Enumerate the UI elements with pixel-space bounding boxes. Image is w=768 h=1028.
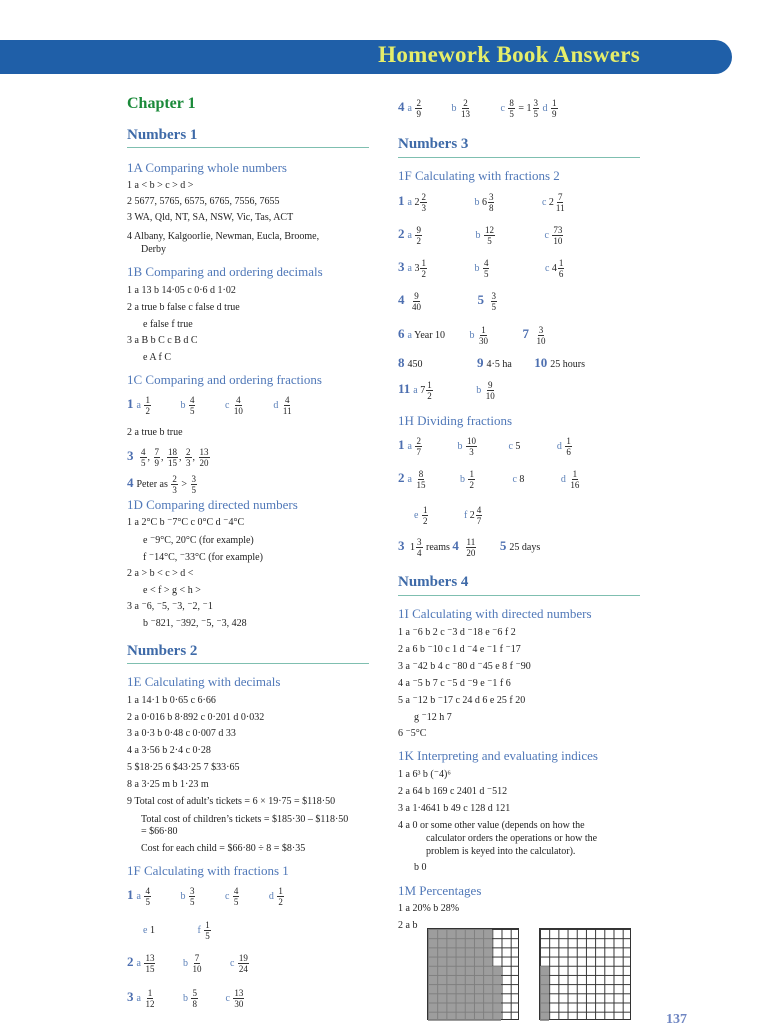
answer-line: e false f true: [143, 319, 193, 330]
answer-line: 2 a b: [398, 920, 418, 931]
answer-line-fractions: 2 a $\frac{9}{2}$ b $\frac{12}{5}$ c $\frac{73}{10}$: [398, 225, 563, 246]
answer-line: 2 a true b false c false d true: [127, 302, 240, 313]
answer-line: 3 a ⁻42 b 4 c ⁻80 d ⁻45 e 8 f ⁻90: [398, 661, 531, 672]
subsection-1a: 1A Comparing whole numbers: [127, 160, 287, 175]
answer-line: b ⁻821, ⁻392, ⁻5, ⁻3, 428: [143, 618, 247, 629]
section-numbers-3: Numbers 3: [398, 136, 469, 152]
answer-line: 2 a > b < c > d <: [127, 568, 194, 579]
subsection-1e: 1E Calculating with decimals: [127, 674, 281, 689]
answer-line-fractions: 1 a 2 $\frac{2}{3}$ b 6 $\frac{3}{8}$ c 2 $\frac{7}{11}$: [398, 192, 565, 213]
section-numbers-2: Numbers 2: [127, 643, 198, 659]
answer-line: 4 Albany, Kalgoorlie, Newman, Eucla, Broome,: [127, 231, 320, 242]
section-rule: [127, 663, 369, 664]
section-numbers-1: Numbers 1: [127, 127, 198, 143]
subsection-1h: 1H Dividing fractions: [398, 413, 513, 428]
answer-line-fractions: 1 a $\frac{2}{7}$ b $\frac{10}{3}$ c 5 d $\frac{1}{6}$: [398, 436, 571, 457]
section-rule: [398, 157, 640, 158]
answer-line: problem is keyed into the calculator).: [426, 846, 576, 857]
answer-line: g ⁻12 h 7: [414, 712, 452, 723]
answer-line: calculator orders the operations or how the: [426, 833, 598, 844]
answer-line: 2 a 0·016 b 8·892 c 0·201 d 0·032: [127, 712, 265, 723]
answer-line: 8 450 9 4·5 ha 10 25 hours: [398, 355, 586, 370]
answer-line: b 0: [414, 862, 427, 873]
section-rule: [398, 595, 640, 596]
subsection-1i: 1I Calculating with directed numbers: [398, 606, 592, 621]
answer-line: 4 a 0 or some other value (depends on how the: [398, 820, 585, 831]
subsection-1m: 1M Percentages: [398, 883, 482, 898]
subsection-1d: 1D Comparing directed numbers: [127, 497, 298, 512]
answer-line: e ⁻9°C, 20°C (for example): [143, 535, 254, 546]
answer-line: 1 a < b > c > d >: [127, 180, 194, 191]
answer-line: Cost for each child = $66·80 ÷ 8 = $8·35: [141, 843, 306, 854]
answer-line-fractions: 1 a $\frac{1}{2}$ b $\frac{4}{5}$ c $\frac{4}{10}$ d $\frac{4}{11}$: [127, 395, 292, 416]
subsection-1b: 1B Comparing and ordering decimals: [127, 264, 323, 279]
answer-line: Derby: [141, 244, 166, 255]
answer-line: 6 ⁻5°C: [398, 728, 427, 739]
answer-line: 1 a 20% b 28%: [398, 903, 460, 914]
answer-line-fractions: 4 a $\frac{2}{9}$ b $\frac{2}{13}$ c $\frac{8}{5}$ = 1 $\frac{3}{5}$ d $\frac{1}{9}$: [398, 98, 557, 119]
answer-line-fractions: e $\frac{1}{2}$ f 2 $\frac{4}{7}$: [414, 505, 482, 526]
percentage-grid-b: [539, 928, 631, 1020]
answer-line: 2 5677, 5765, 6575, 6765, 7556, 7655: [127, 196, 280, 207]
answer-line: 1 a 14·1 b 0·65 c 6·66: [127, 695, 216, 706]
answer-line-fractions: 11 a 7 $\frac{1}{2}$ b $\frac{9}{10}$: [398, 380, 495, 401]
page-number: 137: [666, 1012, 687, 1027]
section-numbers-4: Numbers 4: [398, 574, 469, 590]
answer-line: e < f > g < h >: [143, 585, 201, 596]
answer-line: = $66·80: [141, 826, 178, 837]
answer-line-fractions: 4 $\frac{9}{40}$ 5 $\frac{3}{5}$: [398, 291, 496, 312]
section-rule: [127, 147, 369, 148]
grid-shaded-region: [483, 929, 492, 1021]
answer-line-fractions: 3 a $\frac{1}{12}$ b $\frac{5}{8}$ c $\frac{13}{30}$: [127, 988, 244, 1009]
subsection-1f2: 1F Calculating with fractions 2: [398, 168, 560, 183]
subsection-1c: 1C Comparing and ordering fractions: [127, 372, 322, 387]
answer-line: 1 a 2°C b ⁻7°C c 0°C d ⁻4°C: [127, 517, 245, 528]
answer-line: 3 WA, Qld, NT, SA, NSW, Vic, Tas, ACT: [127, 212, 294, 223]
percentage-grid-a: [427, 928, 519, 1020]
answer-line-fractions: 3 a 3 $\frac{1}{2}$ b $\frac{4}{5}$ c 4 $\frac{1}{6}$: [398, 258, 564, 279]
answer-line: 9 Total cost of adult’s tickets = 6 × 19·75 = $118·50: [127, 796, 336, 807]
answer-line: 3 a 1·4641 b 49 c 128 d 121: [398, 803, 511, 814]
answer-line: e A f C: [143, 352, 172, 363]
answer-line: 4 a ⁻5 b 7 c ⁻5 d ⁻9 e ⁻1 f 6: [398, 678, 511, 689]
answer-line-fractions: 3 $\frac{4}{5}$ , $\frac{7}{9}$ , $\frac{18}{15}$ , $\frac{2}{3}$ , $\frac{13}{20}$: [127, 447, 209, 468]
answer-line: 2 a 6 b ⁻10 c 1 d ⁻4 e ⁻1 f ⁻17: [398, 644, 521, 655]
answer-line: 4 a 3·56 b 2·4 c 0·28: [127, 745, 211, 756]
answer-line: 2 a true b true: [127, 427, 183, 438]
answer-line-fractions: 1 a $\frac{4}{5}$ b $\frac{3}{5}$ c $\frac{4}{5}$ d $\frac{1}{2}$: [127, 886, 283, 907]
chapter-title: Chapter 1: [127, 95, 196, 112]
answer-line: 3 a B b C c B d C: [127, 335, 198, 346]
header-banner: [0, 40, 732, 74]
answer-line: 2 a 64 b 169 c 2401 d ⁻512: [398, 786, 508, 797]
answer-line: 1 a ⁻6 b 2 c ⁻3 d ⁻18 e ⁻6 f 2: [398, 627, 516, 638]
answer-line-fractions: 2 a $\frac{13}{15}$ b $\frac{7}{10}$ c $\frac{19}{24}$: [127, 953, 248, 974]
subsection-1f: 1F Calculating with fractions 1: [127, 863, 289, 878]
grid-shaded-region: [540, 966, 549, 1021]
answer-line-fractions: e 1 f $\frac{1}{5}$: [143, 920, 210, 941]
answer-line-fractions: 3 1 $\frac{3}{4}$ reams 4 $\frac{11}{20}$ 5 25 days: [398, 537, 541, 558]
answer-line-fractions: 6 a Year 10 b $\frac{1}{30}$ 7 $\frac{3}{10}$: [398, 325, 546, 346]
subsection-1k: 1K Interpreting and evaluating indices: [398, 748, 598, 763]
answer-line: f ⁻14°C, ⁻33°C (for example): [143, 552, 263, 563]
answer-line: 3 a ⁻6, ⁻5, ⁻3, ⁻2, ⁻1: [127, 601, 213, 612]
answer-line: 5 a ⁻12 b ⁻17 c 24 d 6 e 25 f 20: [398, 695, 526, 706]
answer-line-fractions: 4 Peter as $\frac{2}{3}$ > $\frac{3}{5}$: [127, 474, 197, 495]
answer-line: 8 a 3·25 m b 1·23 m: [127, 779, 209, 790]
answer-line-fractions: 2 a $\frac{8}{15}$ b $\frac{1}{2}$ c 8 d $\frac{1}{16}$: [398, 469, 580, 490]
grid-shaded-region: [492, 966, 501, 1021]
answer-line: Total cost of children’s tickets = $185·30 – $118·50: [141, 814, 349, 825]
answer-line: 5 $18·25 6 $43·25 7 $33·65: [127, 762, 240, 773]
answer-line: 1 a 13 b 14·05 c 0·6 d 1·02: [127, 285, 236, 296]
answer-line: 1 a 6³ b (⁻4)⁶: [398, 769, 451, 780]
answer-line: 3 a 0·3 b 0·48 c 0·007 d 33: [127, 728, 236, 739]
banner-title: Homework Book Answers: [378, 42, 640, 67]
grid-shaded-region: [428, 929, 483, 1021]
